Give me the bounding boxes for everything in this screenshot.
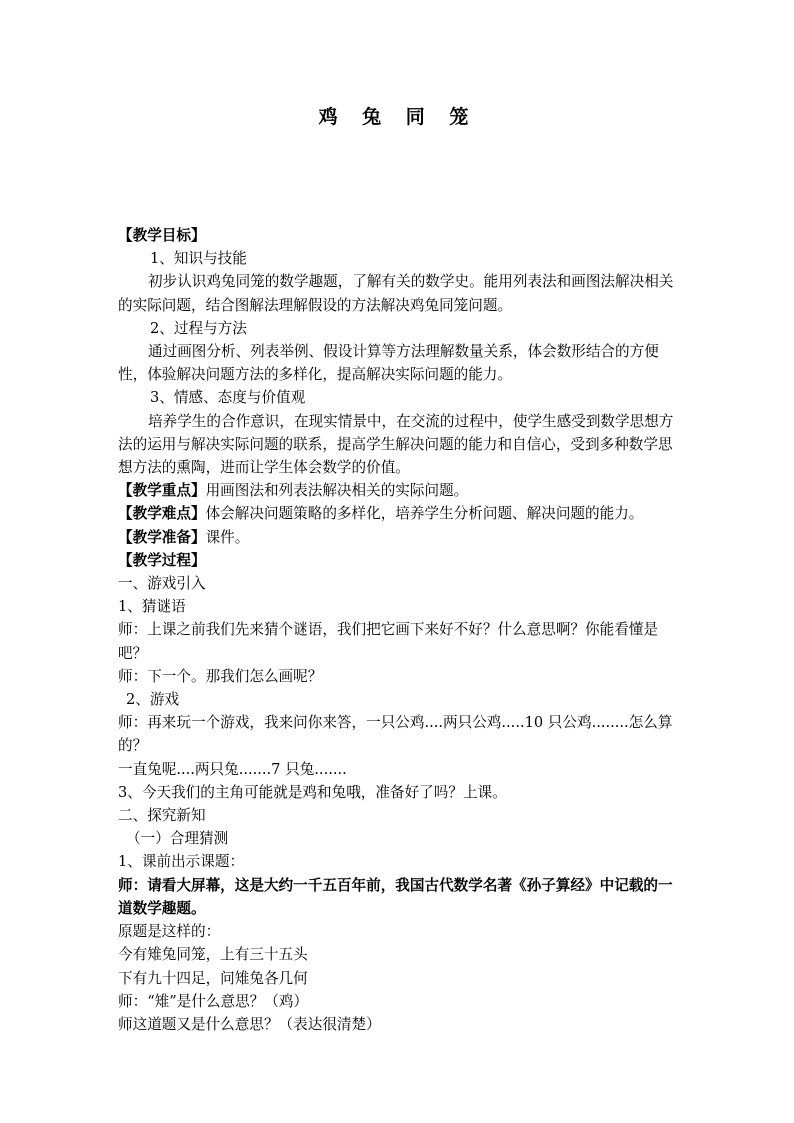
page-title: 鸡 兔 同 笼 bbox=[318, 106, 478, 128]
knowledge-text: 初步认识鸡兔同笼的数学趣题，了解有关的数学史。能用列表法和画图法解决相关的实际问题，结合图解法理解假设的方法解决鸡兔同笼问题。 bbox=[118, 273, 674, 314]
process-method-text: 通过画图分析、列表举例、假设计算等方法理解数量关系，体会数形结合的方便性，体验解决问题方法的多样化，提高解决实际问题的能力。 bbox=[118, 343, 659, 384]
part1-heading: 一、游戏引入 bbox=[118, 575, 206, 593]
emotion-text: 培养学生的合作意识，在现实情景中，在交流的过程中，使学生感受到数学思想方法的运用与解决实际问题的联系，提高学生解决问题的能力和自信心，受到多种数学思想方法的熏陶，进而让学生体会数学的价值。 bbox=[118, 412, 674, 477]
intro-line-3: 3、今天我们的主角可能就是鸡和兔哦，准备好了吗？上课。 bbox=[118, 783, 507, 801]
game-line-1: 师：再来玩一个游戏，我来问你来答，一只公鸡....两只公鸡.....10 只公鸡........怎么算的？ bbox=[118, 714, 673, 755]
process-heading: 【教学过程】 bbox=[118, 551, 206, 569]
guess-heading: （一）合理猜测 bbox=[126, 830, 229, 848]
document-body bbox=[118, 224, 678, 1036]
process-method-heading: 2、过程与方法 bbox=[150, 319, 247, 337]
bold-teacher-line: 师：请看大屏幕，这是大约一千五百年前，我国古代数学名著《孙子算经》中记载的一道数学趣题。 bbox=[118, 876, 673, 917]
emotion-heading: 3、情感、态度与价值观 bbox=[150, 389, 306, 407]
game-line-2: 一直兔呢....两只兔.......7 只兔....... bbox=[118, 760, 347, 778]
part2-heading: 二、探究新知 bbox=[118, 807, 206, 825]
question-1: 师：“雉”是什么意思？（鸡） bbox=[118, 992, 309, 1010]
preparation-paragraph bbox=[118, 526, 678, 549]
original-line-2: 下有九十四足，问雉兔各几何 bbox=[118, 969, 308, 987]
difficulty-label: 【教学难点】 bbox=[118, 505, 206, 523]
question-2: 师这道题又是什么意思？（表达很清楚） bbox=[118, 1015, 381, 1033]
riddle-heading: 1、猜谜语 bbox=[118, 598, 186, 616]
knowledge-heading: 1、知识与技能 bbox=[150, 250, 247, 268]
difficulty-paragraph bbox=[118, 502, 678, 525]
show-topic-heading: 1、课前出示课题： bbox=[118, 853, 245, 871]
original-label: 原题是这样的： bbox=[118, 923, 221, 941]
game-heading: 2、游戏 bbox=[126, 691, 180, 709]
riddle-line-1: 师：上课之前我们先来猜个谜语，我们把它画下来好不好？什么意思啊？你能看懂是吧？ bbox=[118, 621, 658, 662]
preparation-label: 【教学准备】 bbox=[118, 528, 206, 546]
difficulty-text: 体会解决问题策略的多样化，培养学生分析问题、解决问题的能力。 bbox=[205, 505, 644, 523]
objectives-heading: 【教学目标】 bbox=[118, 227, 206, 244]
key-point-text: 用画图法和列表法解决相关的实际问题。 bbox=[205, 482, 469, 500]
riddle-line-2: 师：下一个。那我们怎么画呢？ bbox=[118, 667, 323, 685]
key-point-label: 【教学重点】 bbox=[118, 482, 206, 500]
original-line-1: 今有雉兔同笼，上有三十五头 bbox=[118, 946, 308, 964]
key-point-paragraph bbox=[118, 479, 678, 502]
preparation-text: 课件。 bbox=[205, 528, 250, 546]
